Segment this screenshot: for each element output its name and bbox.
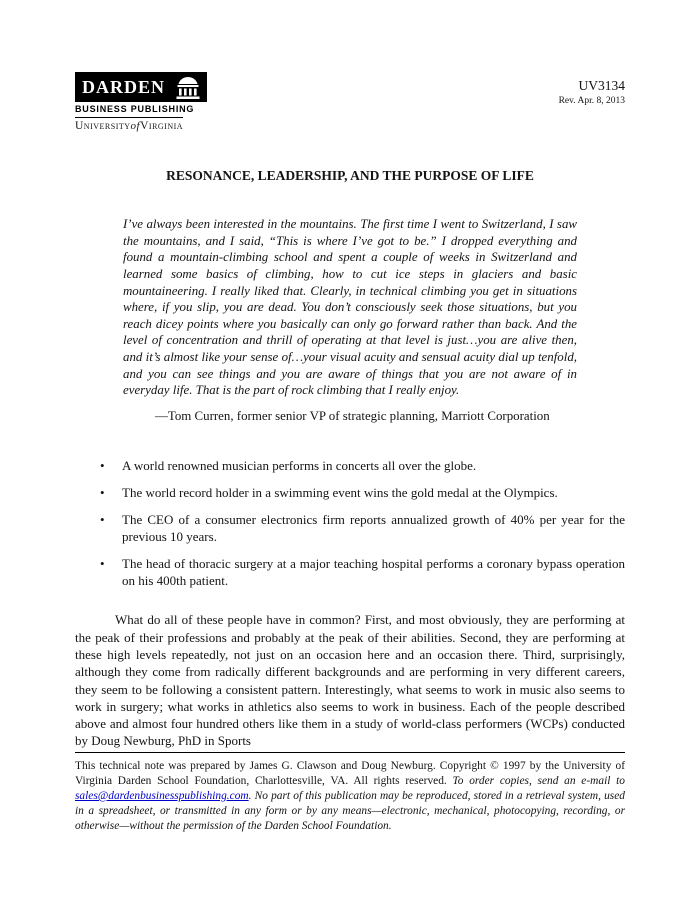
list-item — [75, 458, 625, 475]
list-item — [75, 485, 625, 502]
email-link[interactable]: sales@dardenbusinesspublishing.com — [75, 789, 249, 802]
bullet-icon: • — [100, 484, 105, 500]
page-header — [75, 72, 625, 134]
footer-copyright-text: This technical note was prepared by James G. Clawson and Doug Newburg. Copyright © 1997 by the University of Virginia Darden School Foundation, Charlottesville, VA. All rights reserved. — [75, 759, 625, 787]
business-publishing-label: BUSINESS PUBLISHING — [75, 104, 195, 114]
darden-wordmark: DARDEN — [82, 77, 166, 97]
opening-quote: I’ve always been interested in the mountains. The first time I went to Switzerland, I saw the mountains, and I said, “This is where I’ve got to be.” I dropped everything and found a mountain-climbing school and spent a couple of weeks in Switzerland and learned some basics of climbing, how to cut ice steps in glaciers and basic mountaineering. I really liked that. Clearly, in technical climbing you get in situations where, if you slip, you are dead. You don’t consciously seek those situations, but you reach dicey points where you basically can only go forward rather than back. And the level of concentration and thrill of operating at that level is just…you are alive then, and it’s almost like your sense of…your visual acuity and sensual acuity dial up tenfold, and you can see things and you are aware of things that you are not aware of in everyday life. That is the part of rock climbing that I really enjoy. — [123, 217, 577, 398]
document-info — [559, 72, 625, 106]
university-of-virginia-label — [75, 117, 183, 132]
bullet-icon: • — [100, 458, 105, 474]
university-word: University — [75, 120, 131, 132]
list-item-text: A world renowned musician performs in concerts all over the globe. — [122, 458, 477, 474]
footer-order-copies-text: To order copies, send an e-mail to — [452, 774, 626, 787]
of-word: of — [130, 120, 141, 132]
document-number: UV3134 — [578, 78, 625, 93]
darden-logo-box — [75, 72, 207, 102]
list-item-text: The head of thoracic surgery at a major teaching hospital performs a coronary bypass operation on his 400th patient. — [122, 555, 625, 588]
bullet-icon: • — [100, 555, 105, 571]
list-item — [75, 556, 625, 590]
list-item — [75, 512, 625, 546]
footer-note — [75, 752, 625, 834]
rotunda-icon — [176, 77, 200, 99]
darden-logo — [75, 72, 207, 134]
virginia-word: Virginia — [140, 120, 184, 132]
list-item-text: The world record holder in a swimming event wins the gold medal at the Olympics. — [122, 484, 558, 500]
body-paragraph: What do all of these people have in common? First, and most obviously, they are performing at the peak of their professions and probably at the peak of their abilities. Second, they are performing at these high levels repeatedly, not just on an occasion here and an occasion there. Third, surprisingly, although they come from radically different backgrounds and are performing in very different careers, they seem to be following a consistent pattern. Interestingly, what seems to work in music also seems to work in surgery; what works in athletics also seems to work in business. Each of the people described above and almost four hundred others like them in a study of world-class performers (WCPs) conducted by Doug Newburg, PhD in Sports — [75, 612, 625, 749]
page-title: RESONANCE, LEADERSHIP, AND THE PURPOSE OF LIFE — [166, 168, 534, 183]
list-item-text: The CEO of a consumer electronics firm reports annualized growth of 40% per year for the previous 10 years. — [122, 511, 625, 544]
footer-rights-text: . No part of this publication may be reproduced, stored in a retrieval system, used in a spreadsheet, or transmitted in any form or by any means—electronic, mechanical, photocopying, recording, or otherwise—without the permission of the Darden School Foundation. — [75, 789, 625, 832]
bullet-icon: • — [100, 511, 105, 527]
quote-attribution: —Tom Curren, former senior VP of strategic planning, Marriott Corporation — [155, 409, 550, 424]
bullet-list — [75, 458, 625, 589]
document-revision-date: Rev. Apr. 8, 2013 — [558, 96, 625, 106]
